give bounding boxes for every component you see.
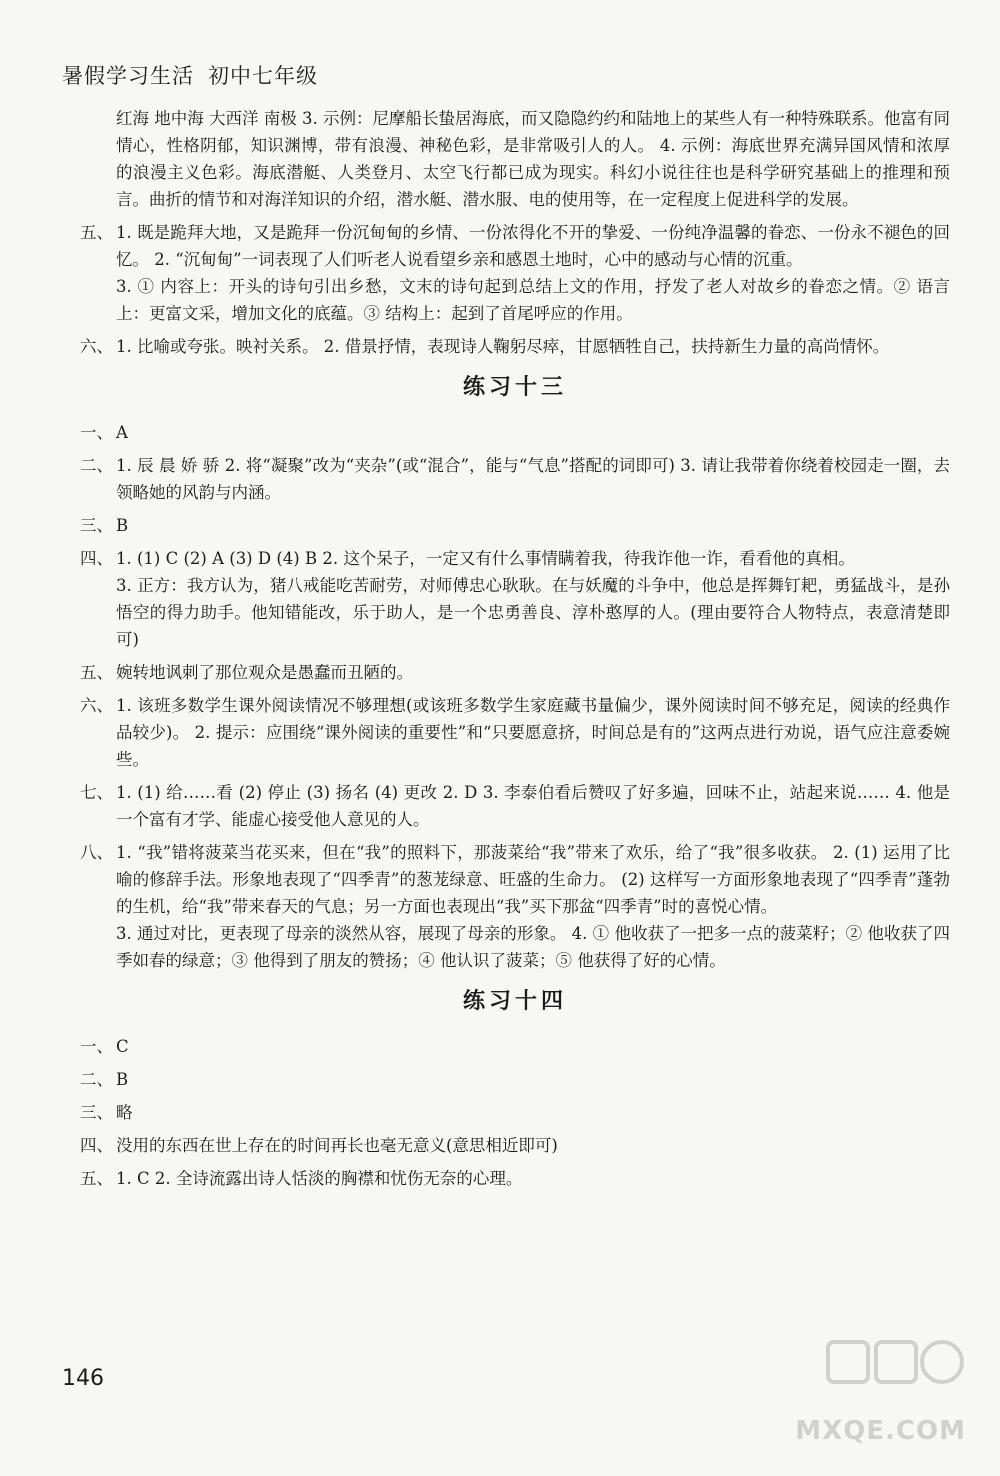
answer-line: 3. 正方：我方认为，猪八戒能吃苦耐劳，对师傅忠心耿耿。在与妖魔的斗争中，他总是挥舞钉耙，勇猛战斗，是孙悟空的得力助手。他知错能改，乐于助人，是一个忠勇善良、淳朴憨厚的人。(理由要符合人物特点，表意清楚即可)	[116, 576, 950, 649]
answer-line: 二、 1. 辰 晨 娇 骄 2. 将“凝聚”改为“夹杂”(或“混合”，能与“气息”搭配的词即可) 3. 请让我带着你绕着校园走一圈，去领略她的风韵与内涵。	[80, 456, 950, 502]
watermark	[795, 1332, 970, 1452]
page-number: 146	[62, 1366, 104, 1391]
answer-line: 八、 1. “我”错将菠菜当花买来，但在“我”的照料下，那菠菜给“我”带来了欢乐，给了“我”很多收获。 2. (1) 运用了比喻的修辞手法。形象地表现了“四季青”的葱茏绿意、旺盛的生命力。 (2) 这样写一方面形象地表现了“四季青”蓬勃的生机，给“我”带来春天的气息；另一方面也表现出“我”买下那盆“四季青”时的喜悦心情。	[80, 843, 950, 916]
answer-line: 六、 1. 该班多数学生课外阅读情况不够理想(或该班多数学生家庭藏书量偏少，课外阅读时间不够充足，阅读的经典作品较少)。 2. 提示：应围绕“课外阅读的重要性”和“只要愿意挤，时间总是有的”这两点进行劝说，语气应注意委婉些。	[80, 696, 950, 769]
answer-line: 五、 1. 既是跪拜大地，又是跪拜一份沉甸甸的乡情、一份浓得化不开的挚爱、一份纯净温馨的眷恋、一份永不褪色的回忆。 2. “沉甸甸”一词表现了人们听老人说看望乡亲和感恩土地时，心中的感动与心情的沉重。	[80, 223, 950, 269]
watermark-logo-icon	[820, 1332, 970, 1412]
watermark-url: MXQE.COM	[795, 1416, 966, 1446]
section-prev	[80, 105, 950, 360]
answer-line: 七、 1. (1) 给……看 (2) 停止 (3) 扬名 (4) 更改 2. D 3. 李泰伯看后赞叹了好多遍，回味不止，站起来说…… 4. 他是一个富有才学、能虚心接受他人意见的人。	[80, 783, 950, 829]
answer-line: 三、 B	[80, 516, 129, 535]
answer-line: 五、 婉转地讽刺了那位观众是愚蠢而丑陋的。	[80, 663, 413, 682]
answer-line: 3. 通过对比，更表现了母亲的淡然从容，展现了母亲的形象。 4. ① 他收获了一把多一点的菠菜籽；② 他收获了四季如春的绿意；③ 他得到了朋友的赞扬；④ 他认识了菠菜；⑤ 他获得了好的心情。	[116, 924, 950, 970]
answer-line: 六、 1. 比喻或夸张。映衬关系。 2. 借景抒情，表现诗人鞠躬尽瘁，甘愿牺牲自己，扶持新生力量的高尚情怀。	[80, 337, 890, 356]
answer-line: 四、 1. (1) C (2) A (3) D (4) B 2. 这个呆子，一定又有什么事情瞒着我，待我诈他一诈，看看他的真相。	[80, 549, 855, 568]
answer-line: 三、 略	[80, 1103, 133, 1122]
section-title-13: 练习十三	[462, 375, 567, 400]
answer-line: 红海 地中海 大西洋 南极 3. 示例：尼摩船长蛰居海底，而又隐隐约约和陆地上的某些人有一种特殊联系。他富有同情心，性格阴郁，知识渊博，带有浪漫、神秘色彩，是非常吸引人的人。 4. 示例：海底世界充满异国风情和浓厚的浪漫主义色彩。海底潜艇、人类登月、太空飞行都已成为现实。科幻小说往往也是科学研究基础上的推理和预言。曲折的情节和对海洋知识的介绍，潜水艇、潜水服、电的使用等，在一定程度上促进科学的发展。	[116, 109, 950, 209]
section-14	[80, 1033, 950, 1192]
section-title-14: 练习十四	[462, 989, 567, 1014]
answer-line: 四、 没用的东西在世上存在的时间再长也毫无意义(意思相近即可)	[80, 1136, 558, 1155]
answer-line: 五、 1. C 2. 全诗流露出诗人恬淡的胸襟和忧伤无奈的心理。	[80, 1169, 523, 1188]
answer-line: 二、 B	[80, 1070, 129, 1089]
answer-line: 一、 A	[80, 423, 128, 442]
answer-body	[80, 105, 950, 1192]
grade-label: 初中七年级	[208, 64, 318, 88]
answer-line: 3. ① 内容上：开头的诗句引出乡愁，文末的诗句起到总结上文的作用，抒发了老人对故乡的眷恋之情。② 语言上：更富文采，增加文化的底蕴。③ 结构上：起到了首尾呼应的作用。	[116, 277, 950, 323]
section-13	[80, 419, 950, 974]
answer-line: 一、 C	[80, 1037, 129, 1056]
book-title: 暑假学习生活	[62, 64, 194, 88]
running-header	[62, 60, 318, 90]
